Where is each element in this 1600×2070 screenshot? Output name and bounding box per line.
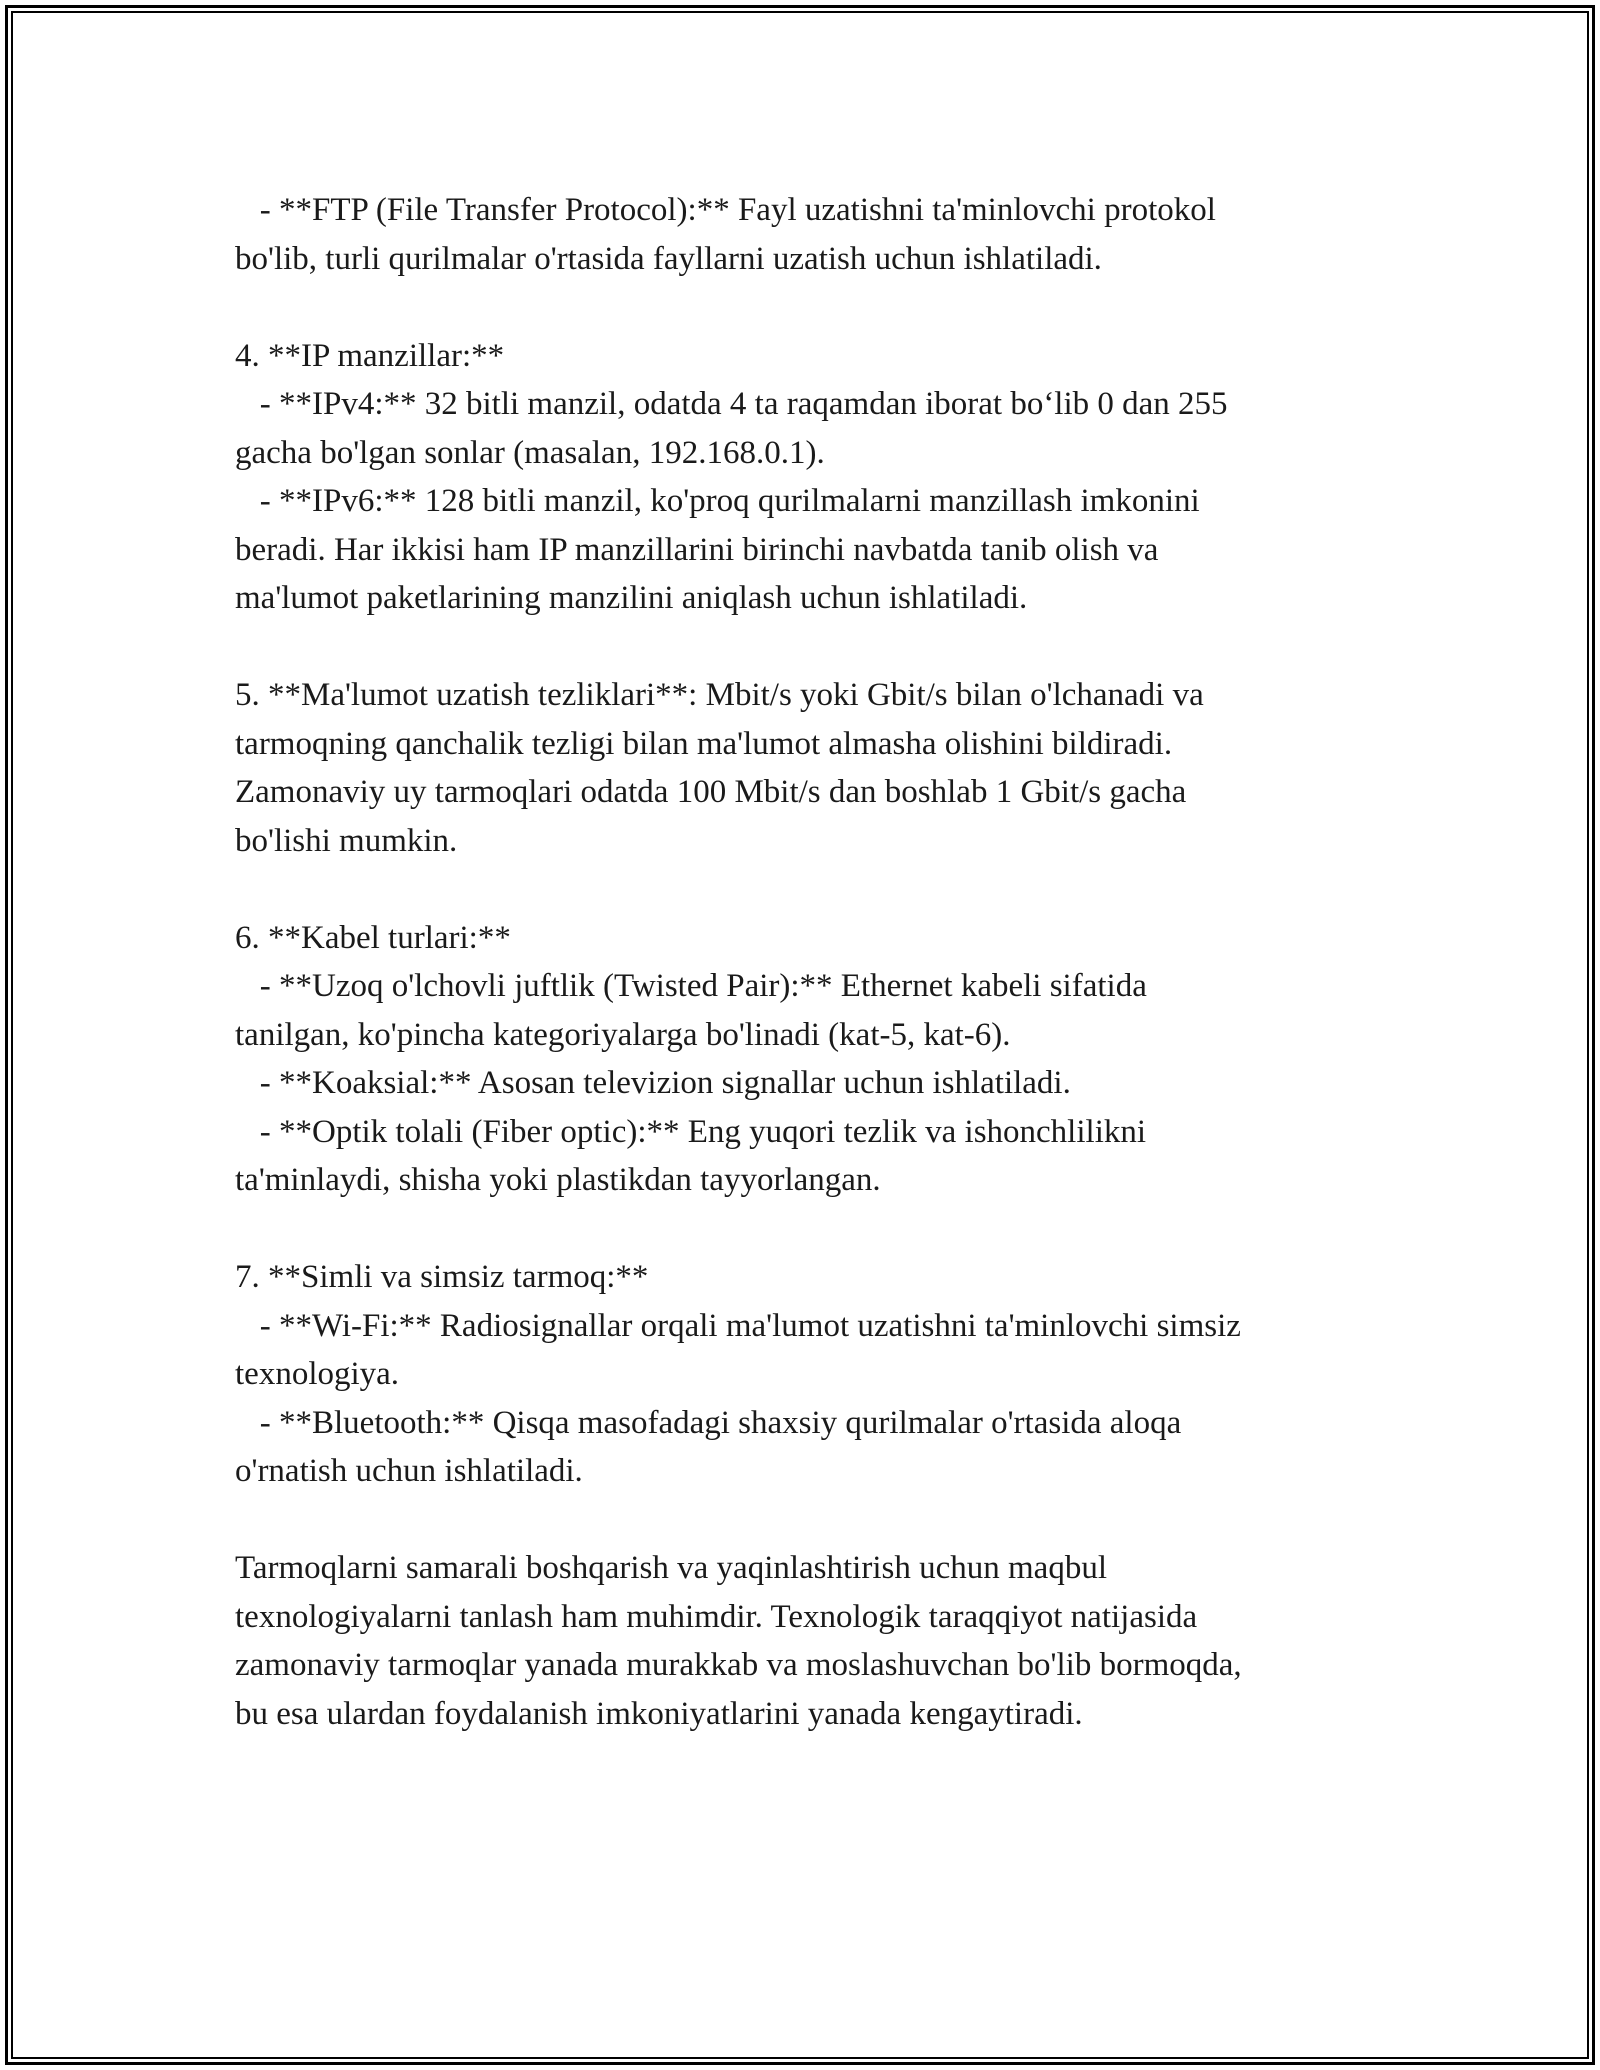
text-line: zamonaviy tarmoqlar yanada murakkab va moslashuvchan bo'lib bormoqda, [235, 1647, 1242, 1683]
text-line: 6. **Kabel turlari:** [235, 919, 511, 956]
text-line: 5. **Ma'lumot uzatish tezliklari**: Mbit/s yoki Gbit/s bilan o'lchanadi va [235, 677, 1204, 713]
text-line: tanilgan, ko'pincha kategoriyalarga bo'linadi (kat-5, kat-6). [235, 1016, 1011, 1053]
text-line: o'rnatish uchun ishlatiladi. [235, 1453, 583, 1489]
text-line: - **IPv6:** 128 bitli manzil, ko'proq qurilmalarni manzillash imkonini [235, 483, 1200, 519]
text-line: texnologiya. [235, 1356, 400, 1392]
text-line: bo'lishi mumkin. [235, 822, 458, 859]
document-body [235, 186, 1415, 1738]
blank-line [235, 623, 1415, 672]
text-line: - **Bluetooth:** Qisqa masofadagi shaxsiy qurilmalar o'rtasida aloqa [235, 1404, 1182, 1441]
text-line: texnologiyalarni tanlash ham muhimdir. Texnologik taraqqiyot natijasida [235, 1598, 1198, 1635]
blank-line [235, 1496, 1415, 1545]
text-line: ta'minlaydi, shisha yoki plastikdan tayyorlangan. [235, 1162, 881, 1198]
blank-line [235, 1205, 1415, 1254]
text-line: 4. **IP manzillar:** [235, 337, 505, 374]
text-line: Tarmoqlarni samarali boshqarish va yaqinlashtirish uchun maqbul [235, 1550, 1107, 1586]
blank-line [235, 865, 1415, 914]
text-line: beradi. Har ikkisi ham IP manzillarini birinchi navbatda tanib olish va [235, 531, 1159, 568]
text-line: 7. **Simli va simsiz tarmoq:** [235, 1259, 649, 1295]
text-line: - **Wi-Fi:** Radiosignallar orqali ma'lumot uzatishni ta'minlovchi simsiz [235, 1307, 1241, 1344]
text-line: bo'lib, turli qurilmalar o'rtasida fayllarni uzatish uchun ishlatiladi. [235, 240, 1102, 277]
text-line: tarmoqning qanchalik tezligi bilan ma'lumot almasha olishini bildiradi. [235, 725, 1173, 762]
text-line: bu esa ulardan foydalanish imkoniyatlarini yanada kengaytiradi. [235, 1695, 1083, 1732]
blank-line [235, 283, 1415, 332]
text-line: Zamonaviy uy tarmoqlari odatda 100 Mbit/s dan boshlab 1 Gbit/s gacha [235, 774, 1187, 810]
text-line: - **IPv4:** 32 bitli manzil, odatda 4 ta raqamdan iborat bo‘lib 0 dan 255 [235, 386, 1228, 422]
text-line: ma'lumot paketlarining manzilini aniqlash uchun ishlatiladi. [235, 580, 1028, 616]
text-line: - **Koaksial:** Asosan televizion signallar uchun ishlatiladi. [235, 1065, 1071, 1101]
text-line: gacha bo'lgan sonlar (masalan, 192.168.0.1). [235, 434, 825, 471]
text-line: - **FTP (File Transfer Protocol):** Fayl uzatishni ta'minlovchi protokol [235, 192, 1216, 228]
text-line: - **Uzoq o'lchovli juftlik (Twisted Pair):** Ethernet kabeli sifatida [235, 968, 1147, 1004]
text-line: - **Optik tolali (Fiber optic):** Eng yuqori tezlik va ishonchlilikni [235, 1113, 1147, 1150]
